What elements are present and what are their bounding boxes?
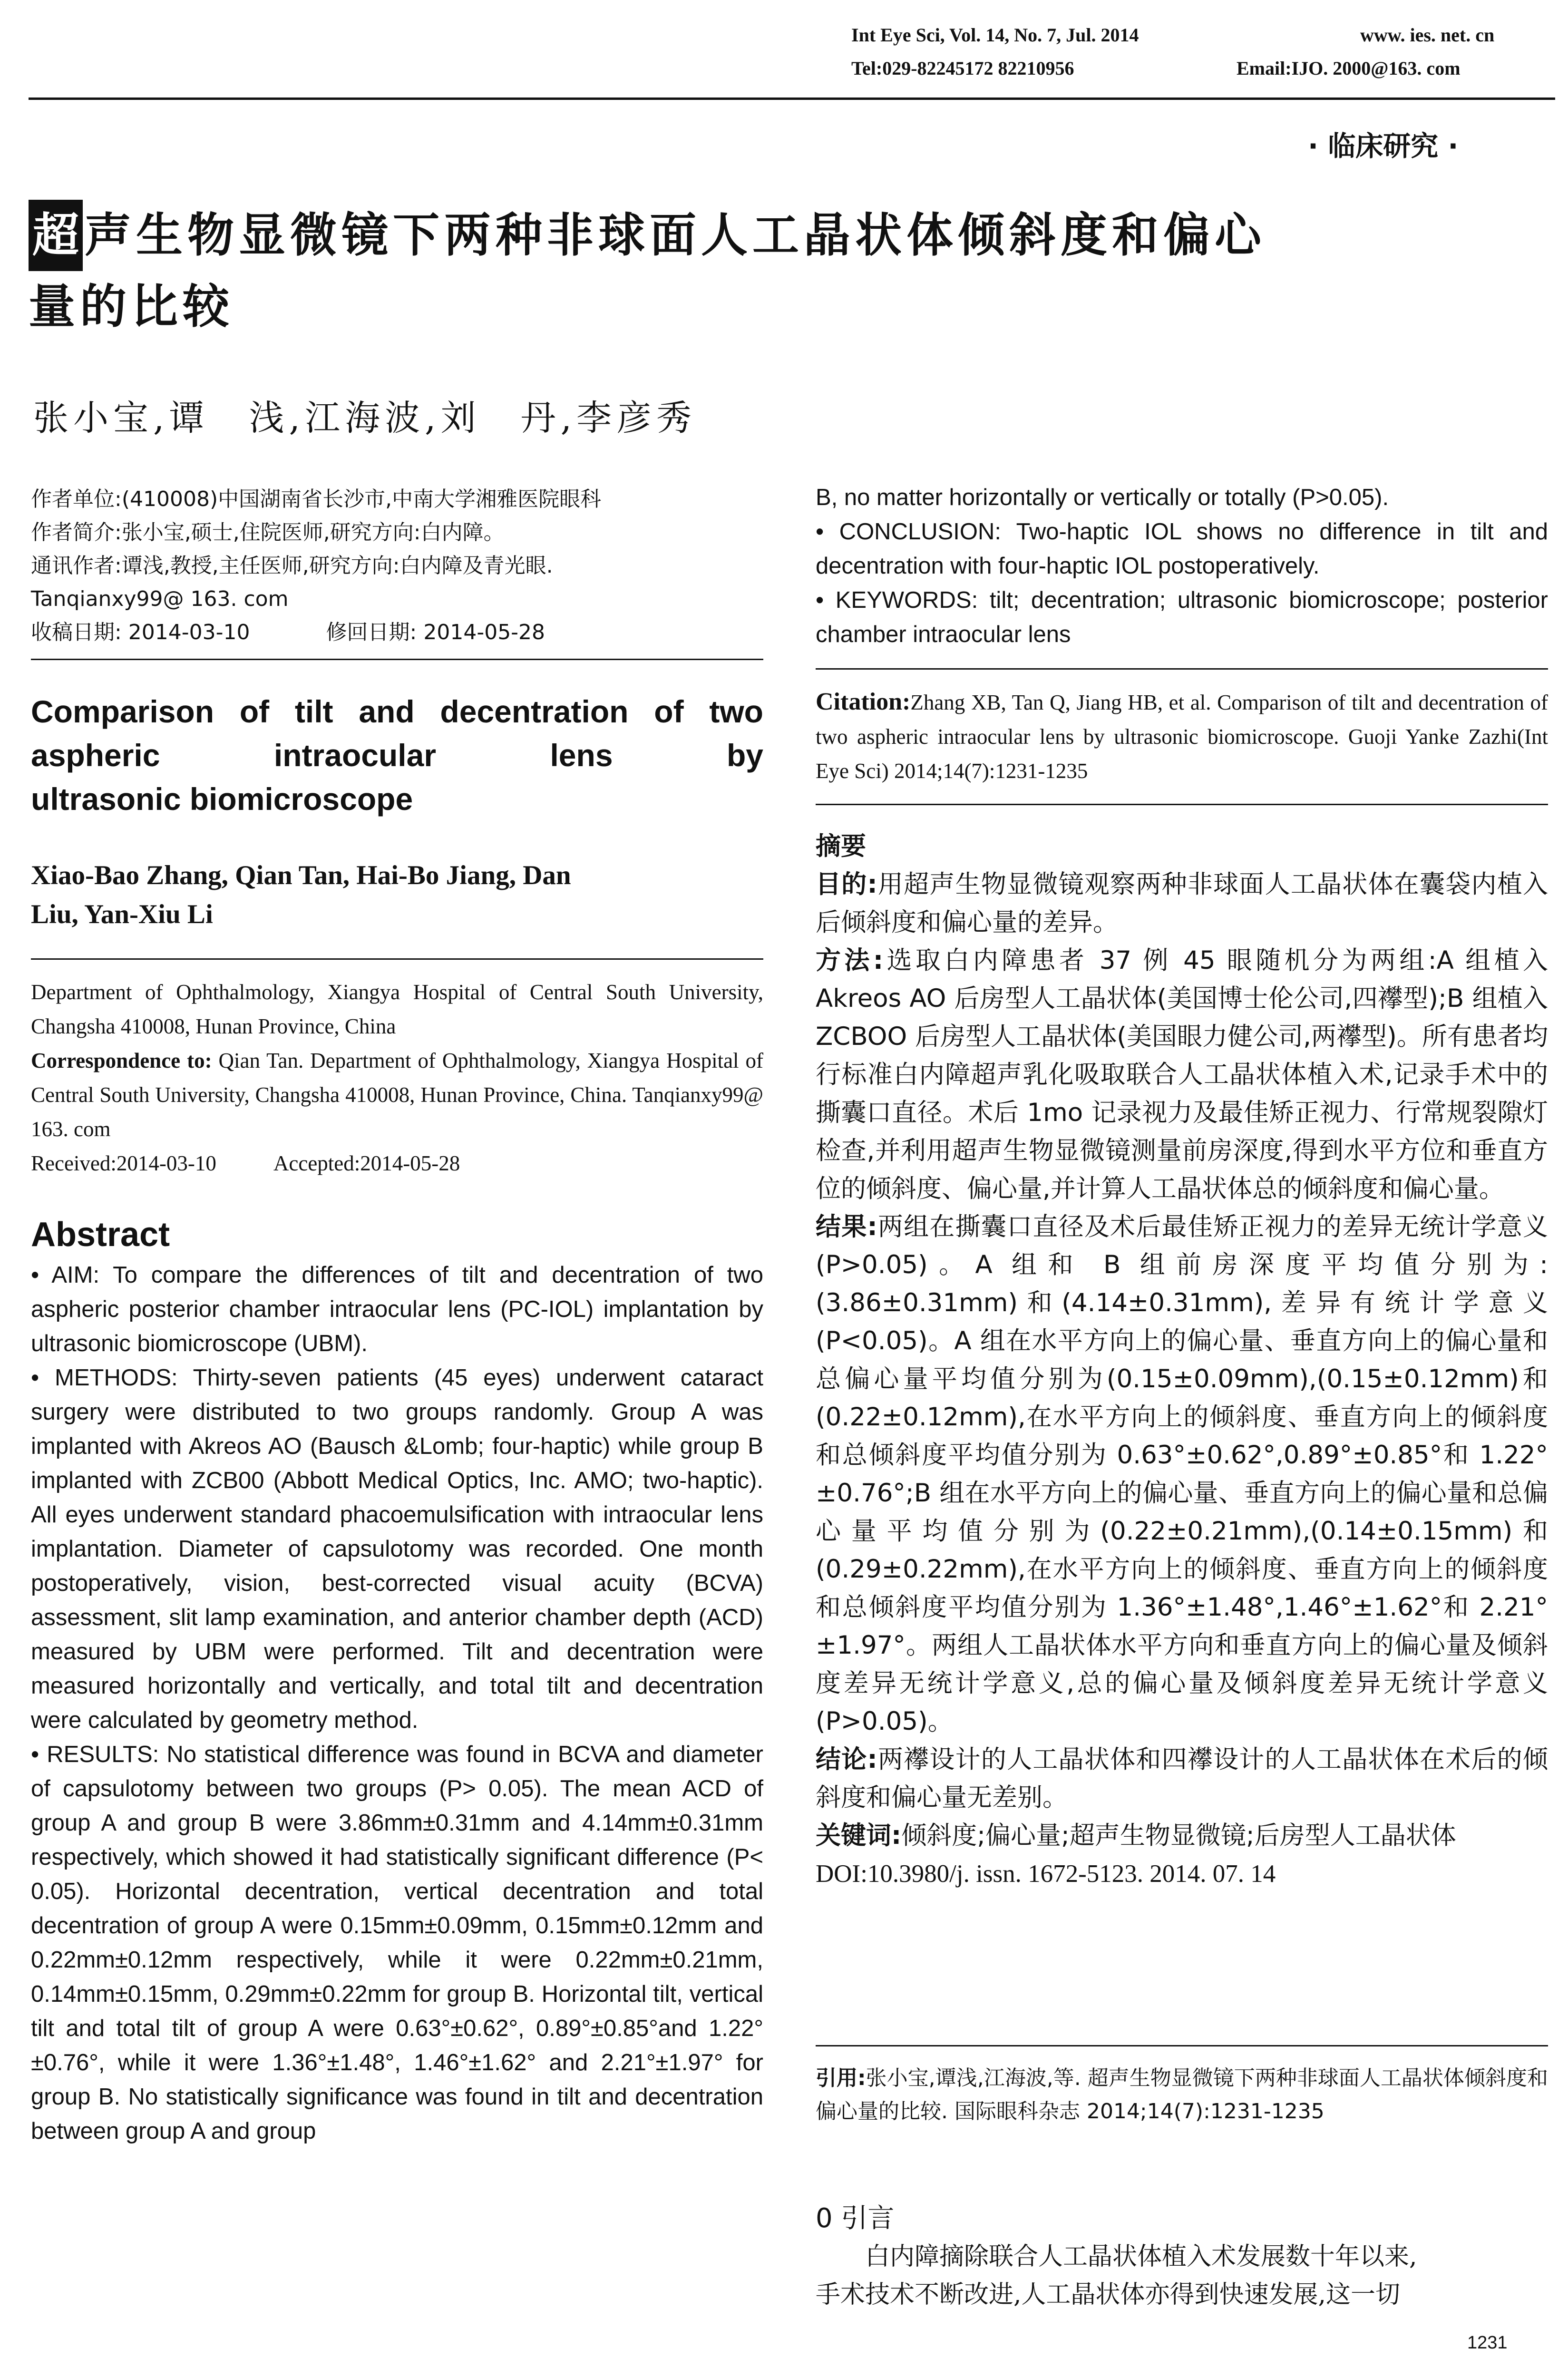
citation-cn-label: 引用:: [816, 2066, 866, 2090]
citation-cn: [816, 2062, 1548, 2128]
cn-results: 两组在撕囊口直径及术后最佳矫正视力的差异无统计学意义(P>0.05)。A 组和 B 组前房深度平均值分别为:(3.86±0.31mm)和(4.14±0.31mm),差异有统计学意义(P<0.05)。A 组在水平方向上的偏心量、垂直方向上的偏心量和总偏心量平均值分别为(0.15±0.09mm),(0.15±0.12mm)和(0.22±0.12mm),在水平方向上的倾斜度、垂直方向上的倾斜度和总倾斜度平均值分别为 0.63°±0.62°,0.89°±0.85°和 1.22°±0.76°;B 组在水平方向上的偏心量、垂直方向上的偏心量和总偏心量平均值分别为(0.22±0.21mm),(0.14±0.15mm)和(0.29±0.22mm),在水平方向上的倾斜度、垂直方向上的倾斜度和总倾斜度平均值分别为 1.36°±1.48°,1.46°±1.62°和 2.21°±1.97°。两组人工晶状体水平方向和垂直方向上的偏心量及倾斜度差异无统计学意义,总的偏心量及倾斜度差异无统计学意义(P>0.05)。: [816, 1212, 1548, 1736]
doi: DOI:10.3980/j. issn. 1672-5123. 2014. 07. 14: [816, 1860, 1276, 1888]
title-first-char: 超: [29, 200, 83, 271]
citation-en: [816, 685, 1548, 788]
page-number: 1231: [1467, 2333, 1508, 2353]
left-rule-1: [31, 659, 763, 660]
abstract-methods: • METHODS: Thirty-seven patients (45 eyes) underwent cataract surgery were distributed to two groups randomly. Group A was implanted with Akreos AO (Bausch &Lomb; four-haptic) while group B implanted with ZCB00 (Abbott Medical Optics, Inc. AMO; two-haptic). All eyes underwent standard phacoemulsification with intraocular lens implantation. Diameter of capsulotomy was recorded. One month postoperatively, vision, best-corrected visual acuity (BCVA) assessment, slit lamp examination, and anterior chamber depth (ACD) measured by UBM were performed. Tilt and decentration were measured horizontally and vertically, and total tilt and decentration were calculated by geometry method.: [31, 1365, 763, 1733]
accepted-en: Accepted:2014-05-28: [273, 1151, 460, 1175]
cn-aim-label: 目的:: [816, 870, 877, 899]
intro-body: [816, 2238, 1548, 2314]
cn-keywords: 倾斜度;偏心量;超声生物显微镜;后房型人工晶状体: [901, 1821, 1456, 1850]
cn-conclusion: 两襻设计的人工晶状体和四襻设计的人工晶状体在术后的倾斜度和偏心量无差别。: [816, 1745, 1548, 1812]
journal-email: Email:IJO. 2000@163. com: [1237, 58, 1461, 79]
cn-keywords-label: 关键词:: [816, 1821, 902, 1850]
left-rule-2: [31, 958, 763, 960]
cn-aim: 用超声生物显微镜观察两种非球面人工晶状体在囊袋内植入后倾斜度和偏心量的差异。: [816, 870, 1548, 937]
en-authors: [31, 856, 763, 934]
received-en: Received:2014-03-10: [31, 1151, 216, 1175]
paper-title: [29, 200, 1560, 342]
abstract-keywords: • KEYWORDS: tilt; decentration; ultrasonic biomicroscope; posterior chamber intraocular lens: [816, 587, 1548, 647]
cn-methods-label: 方法:: [816, 946, 884, 975]
right-rule-2: [816, 804, 1548, 805]
department-text: Department of Ophthalmology, Xiangya Hospital of Central South University, Changsha 410008, Hunan Province, China: [31, 980, 763, 1038]
cn-methods: 选取白内障患者 37 例 45 眼随机分为两组:A 组植入 Akreos AO 后房型人工晶状体(美国博士伦公司,四襻型);B 组植入 ZCBOO 后房型人工晶状体(美国眼力健公司,两襻型)。所有患者均行标准白内障超声乳化吸取联合人工晶状体植入术,记录手术中的撕囊口直径。术后 1mo 记录视力及最佳矫正视力、行常规裂隙灯检查,并利用超声生物显微镜测量前房深度,得到水平方位和垂直方位的倾斜度、偏心量,并计算人工晶状体总的倾斜度和偏心量。: [816, 946, 1548, 1203]
intro-line2: 手术技术不断改进,人工晶状体亦得到快速发展,这一切: [816, 2280, 1401, 2309]
abstract-en-continued: [816, 480, 1548, 652]
en-title: [31, 690, 763, 821]
section-label: · 临床研究 ·: [1308, 130, 1459, 162]
en-title-line2: aspheric intraocular lens by: [31, 738, 763, 773]
affiliation-line3: 通讯作者:谭浅,教授,主任医师,研究方向:白内障及青光眼.: [31, 554, 553, 578]
journal-tel: Tel:029-82245172 82210956: [851, 58, 1074, 79]
cn-conclusion-label: 结论:: [816, 1745, 877, 1774]
department-en: [31, 975, 763, 1180]
citation-label: Citation:: [816, 688, 911, 715]
title-line2: 量的比较: [29, 280, 234, 334]
affiliation-line2: 作者简介:张小宝,硕士,住院医师,研究方向:白内障。: [31, 520, 505, 545]
affiliation-cn: [31, 483, 763, 649]
affiliation-line1: 作者单位:(410008)中国湖南省长沙市,中南大学湘雅医院眼科: [31, 487, 602, 511]
citation-cn-text: 张小宝,谭浅,江海波,等. 超声生物显微镜下两种非球面人工晶状体倾斜度和偏心量的比较. 国际眼科杂志 2014;14(7):1231-1235: [816, 2066, 1548, 2124]
intro-line1: 白内障摘除联合人工晶状体植入术发展数十年以来,: [816, 2242, 1417, 2271]
correspondence-label: Correspondence to:: [31, 1049, 212, 1072]
right-rule-3: [816, 2045, 1548, 2046]
en-authors-line1: Xiao-Bao Zhang, Qian Tan, Hai-Bo Jiang, Dan: [31, 860, 571, 890]
header-rule: [29, 97, 1555, 100]
en-title-line1: Comparison of tilt and decentration of two: [31, 694, 763, 729]
abstract-conclusion: • CONCLUSION: Two-haptic IOL shows no difference in tilt and decentration with four-haptic IOL postoperatively.: [816, 519, 1548, 579]
abstract-en: [31, 1258, 763, 2148]
abstract-results-cont: B, no matter horizontally or vertically or totally (P>0.05).: [816, 485, 1389, 510]
journal-line: Int Eye Sci, Vol. 14, No. 7, Jul. 2014: [851, 24, 1139, 46]
intro-heading: 0 引言: [816, 2203, 895, 2234]
citation-text: Zhang XB, Tan Q, Jiang HB, et al. Comparison of tilt and decentration of two aspheric intraocular lens by ultrasonic biomicroscope. Guoji Yanke Zazhi(Int Eye Sci) 2014;14(7):1231-1235: [816, 691, 1548, 783]
abstract-results: • RESULTS: No statistical difference was found in BCVA and diameter of capsulotomy between two groups (P> 0.05). The mean ACD of group A and group B were 3.86mm±0.31mm and 4.14mm±0.31mm respectively, which showed it had statistically significant difference (P< 0.05). Horizontal decentration, vertical decentration and total decentration of group A were 0.15mm±0.09mm, 0.15mm±0.12mm and 0.22mm±0.12mm respectively, while it were 0.22mm±0.21mm, 0.14mm±0.15mm, 0.29mm±0.22mm for group B. Horizontal tilt, vertical tilt and total tilt of group A were 0.63°±0.62°, 0.89°±0.85°and 1.22°±0.76°, while it were 1.36°±1.48°, 1.46°±1.62° and 2.21°±1.97° for group B. No statistically significance was found in tilt and decentration between group A and group: [31, 1742, 763, 2144]
right-rule-1: [816, 668, 1548, 670]
revised-cn: 修回日期: 2014-05-28: [326, 620, 545, 644]
en-title-line3: ultrasonic biomicroscope: [31, 781, 413, 817]
correspondence-text: Qian Tan. Department of Ophthalmology, Xiangya Hospital of Central South University, Changsha 410008, Hunan Province, China. Tanqianxy99@ 163. com: [31, 1049, 763, 1141]
abstract-cn-heading: 摘要: [816, 832, 866, 861]
abstract-aim: • AIM: To compare the differences of tilt and decentration of two aspheric posterior chamber intraocular lens (PC-IOL) implantation by ultrasonic biomicroscope (UBM).: [31, 1262, 763, 1356]
cn-results-label: 结果:: [816, 1212, 877, 1241]
title-line1: 声生物显微镜下两种非球面人工晶状体倾斜度和偏心: [85, 208, 1266, 263]
received-cn: 收稿日期: 2014-03-10: [31, 620, 250, 644]
dates-cn: [31, 616, 763, 649]
authors-cn: 张小宝,谭 浅,江海波,刘 丹,李彦秀: [33, 398, 697, 438]
en-authors-line2: Liu, Yan-Xiu Li: [31, 899, 213, 929]
affiliation-line4: Tanqianxy99@ 163. com: [31, 587, 289, 611]
abstract-heading: Abstract: [31, 1216, 170, 1254]
abstract-cn: [816, 828, 1548, 1893]
journal-website: www. ies. net. cn: [1360, 24, 1495, 46]
